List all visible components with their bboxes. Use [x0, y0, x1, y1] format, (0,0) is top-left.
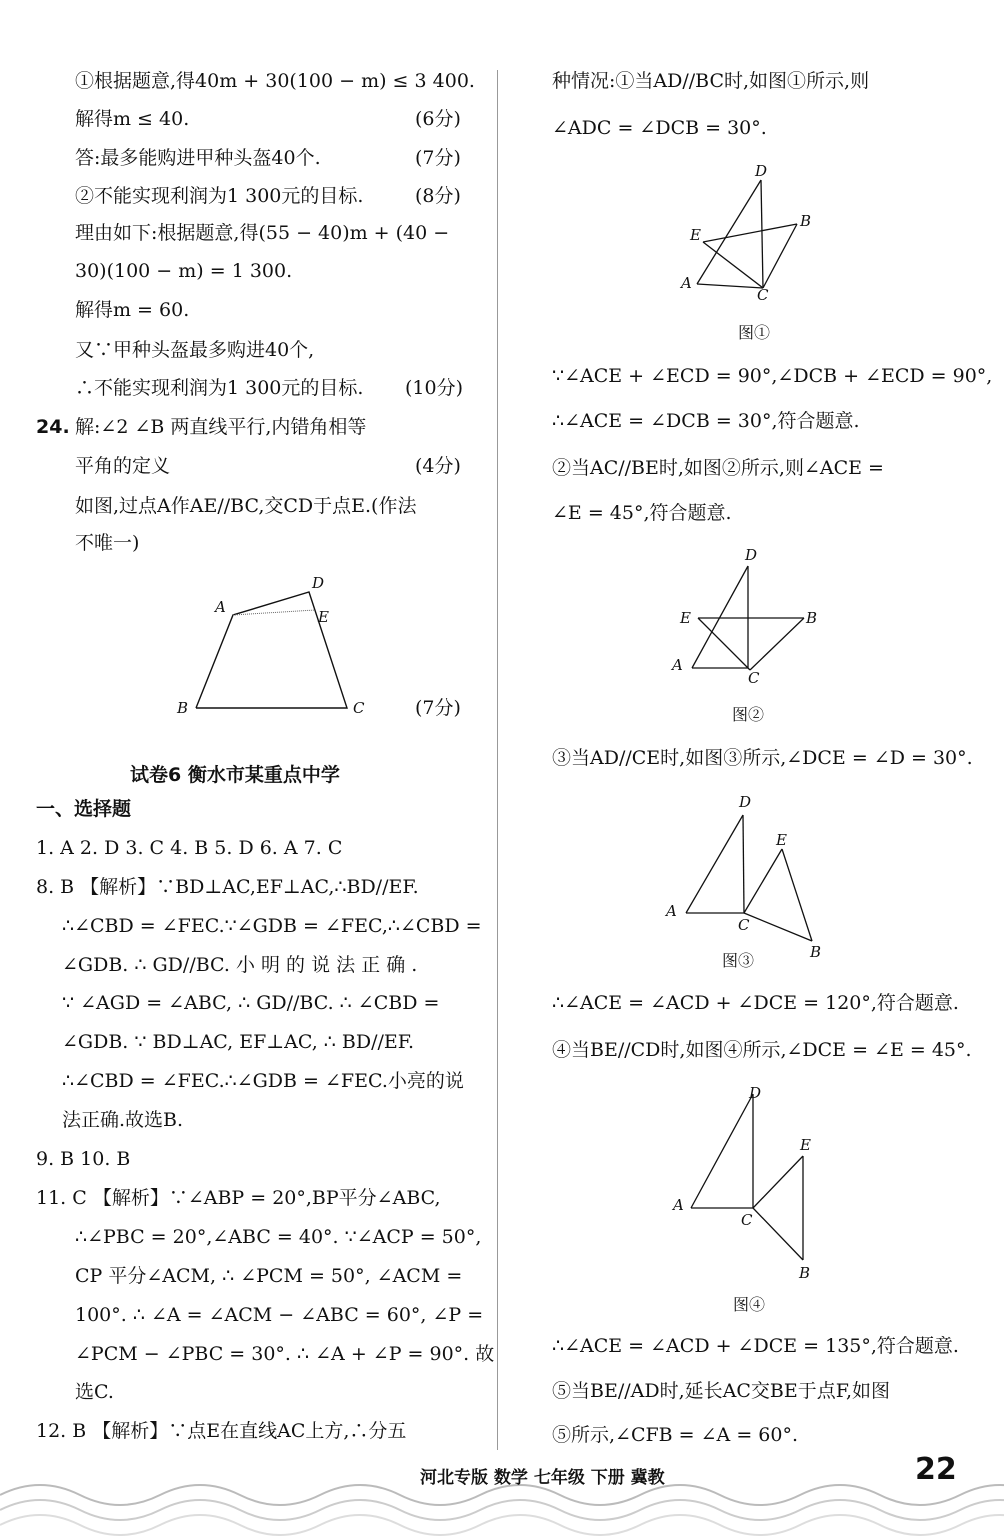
point-label: E	[680, 609, 691, 627]
text-line: ∠PCM − ∠PBC = 30°. ∴ ∠A + ∠P = 90°. 故	[75, 1343, 495, 1365]
text-line: ∴∠ACE = ∠ACD + ∠DCE = 135°,符合题意.	[552, 1335, 959, 1357]
footer-text: 河北专版 数学 七年级 下册 冀教	[420, 1468, 665, 1488]
text-line: 又∵甲种头盔最多购进40个,	[75, 339, 315, 361]
text-line: 答:最多能购进甲种头盔40个.	[75, 147, 321, 169]
text-line: 理由如下:根据题意,得(55 − 40)m + (40 −	[75, 222, 450, 244]
section-heading: 一、选择题	[36, 798, 132, 820]
point-label: C	[741, 1211, 753, 1229]
text-line: ∠ADC = ∠DCB = 30°.	[552, 117, 767, 139]
text-line: 种情况:①当AD//BC时,如图①所示,则	[552, 70, 870, 92]
text-line: ∴∠ACE = ∠ACD + ∠DCE = 120°,符合题意.	[552, 992, 959, 1014]
text-line: ④当BE//CD时,如图④所示,∠DCE = ∠E = 45°.	[552, 1039, 972, 1061]
point-label: B	[800, 212, 812, 230]
score: (6分)	[415, 108, 461, 130]
answer-line: 1. A 2. D 3. C 4. B 5. D 6. A 7. C	[36, 837, 343, 859]
text-line: 解得m = 60.	[75, 299, 190, 321]
point-label: D	[755, 162, 768, 180]
text-line: 解:∠2 ∠B 两直线平行,内错角相等	[75, 416, 367, 438]
text-line: ∴不能实现利润为1 300元的目标.	[75, 377, 364, 399]
score: (7分)	[415, 147, 461, 169]
point-label: D	[745, 546, 758, 564]
text-line: ⑤当BE//AD时,延长AC交BE于点F,如图	[552, 1380, 890, 1402]
text-line: 12. B 【解析】∵点E在直线AC上方,∴分五	[36, 1420, 407, 1442]
point-label: C	[738, 916, 750, 934]
text-line: ∴∠CBD = ∠FEC.∴∠GDB = ∠FEC.小亮的说	[62, 1070, 464, 1092]
point-label: A	[215, 598, 226, 616]
text-line: ∴∠PBC = 20°,∠ABC = 40°. ∵∠ACP = 50°,	[75, 1226, 482, 1248]
text-line: 30)(100 − m) = 1 300.	[75, 260, 293, 282]
point-label: D	[312, 574, 325, 592]
text-line: ∴∠ACE = ∠DCB = 30°,符合题意.	[552, 410, 860, 432]
point-label: C	[757, 286, 769, 304]
geometry-diagram	[675, 160, 835, 310]
column-divider	[497, 70, 498, 1450]
text-line: ∠GDB. ∴ GD//BC. 小 明 的 说 法 正 确 .	[62, 954, 418, 976]
point-label: B	[806, 609, 818, 627]
text-line: 解得m ≤ 40.	[75, 108, 190, 130]
point-label: B	[799, 1264, 811, 1280]
score: (4分)	[415, 455, 461, 477]
geometry-diagram	[668, 540, 828, 690]
text-line: ∠GDB. ∵ BD⊥AC, EF⊥AC, ∴ BD//EF.	[62, 1031, 415, 1053]
point-label: A	[681, 274, 692, 292]
point-label: C	[748, 669, 760, 687]
exam-title: 试卷6 衡水市某重点中学	[130, 764, 340, 786]
geometry-diagram	[175, 570, 395, 720]
geometry-diagram	[660, 785, 840, 965]
geometry-diagram	[665, 1080, 845, 1280]
point-label: E	[318, 608, 329, 626]
text-line: 不唯一)	[75, 532, 140, 554]
text-line: 11. C 【解析】∵∠ABP = 20°,BP平分∠ABC,	[36, 1187, 441, 1209]
text-line: ∠E = 45°,符合题意.	[552, 502, 732, 524]
point-label: B	[810, 943, 822, 961]
question-number: 24.	[36, 416, 70, 438]
point-label: E	[690, 226, 701, 244]
text-line: ∵∠ACE + ∠ECD = 90°,∠DCB + ∠ECD = 90°,	[552, 365, 993, 387]
text-line: ③当AD//CE时,如图③所示,∠DCE = ∠D = 30°.	[552, 747, 973, 769]
text-line: 法正确.故选B.	[62, 1109, 184, 1131]
figure-caption: 图③	[722, 951, 755, 970]
text-line: 100°. ∴ ∠A = ∠ACM − ∠ABC = 60°, ∠P =	[75, 1304, 484, 1326]
point-label: D	[739, 793, 752, 811]
point-label: E	[776, 831, 787, 849]
figure-caption: 图①	[738, 323, 771, 342]
answer-line: 9. B 10. B	[36, 1148, 131, 1170]
text-line: 如图,过点A作AE//BC,交CD于点E.(作法	[75, 495, 417, 517]
text-line: CP 平分∠ACM, ∴ ∠PCM = 50°, ∠ACM =	[75, 1265, 463, 1287]
text-line: ∴∠CBD = ∠FEC.∵∠GDB = ∠FEC,∴∠CBD =	[62, 915, 482, 937]
point-label: B	[177, 699, 189, 717]
page-number: 22	[915, 1452, 957, 1487]
point-label: A	[673, 1196, 684, 1214]
text-line: 平角的定义	[75, 455, 171, 477]
point-label: D	[749, 1084, 762, 1102]
point-label: A	[672, 656, 683, 674]
text-line: ②当AC//BE时,如图②所示,则∠ACE =	[552, 457, 884, 479]
text-line: ②不能实现利润为1 300元的目标.	[75, 185, 364, 207]
text-line: ①根据题意,得40m + 30(100 − m) ≤ 3 400.	[75, 70, 475, 92]
figure-caption: 图④	[733, 1295, 766, 1314]
score: (8分)	[415, 185, 461, 207]
point-label: C	[353, 699, 365, 717]
text-line: ∵ ∠AGD = ∠ABC, ∴ GD//BC. ∴ ∠CBD =	[62, 992, 440, 1014]
text-line: 8. B 【解析】∵BD⊥AC,EF⊥AC,∴BD//EF.	[36, 876, 419, 898]
text-line: 选C.	[75, 1381, 114, 1403]
text-line: ⑤所示,∠CFB = ∠A = 60°.	[552, 1424, 798, 1446]
score: (7分)	[415, 697, 461, 719]
score: (10分)	[405, 377, 464, 399]
point-label: E	[800, 1136, 811, 1154]
point-label: A	[666, 902, 677, 920]
figure-caption: 图②	[732, 705, 765, 724]
